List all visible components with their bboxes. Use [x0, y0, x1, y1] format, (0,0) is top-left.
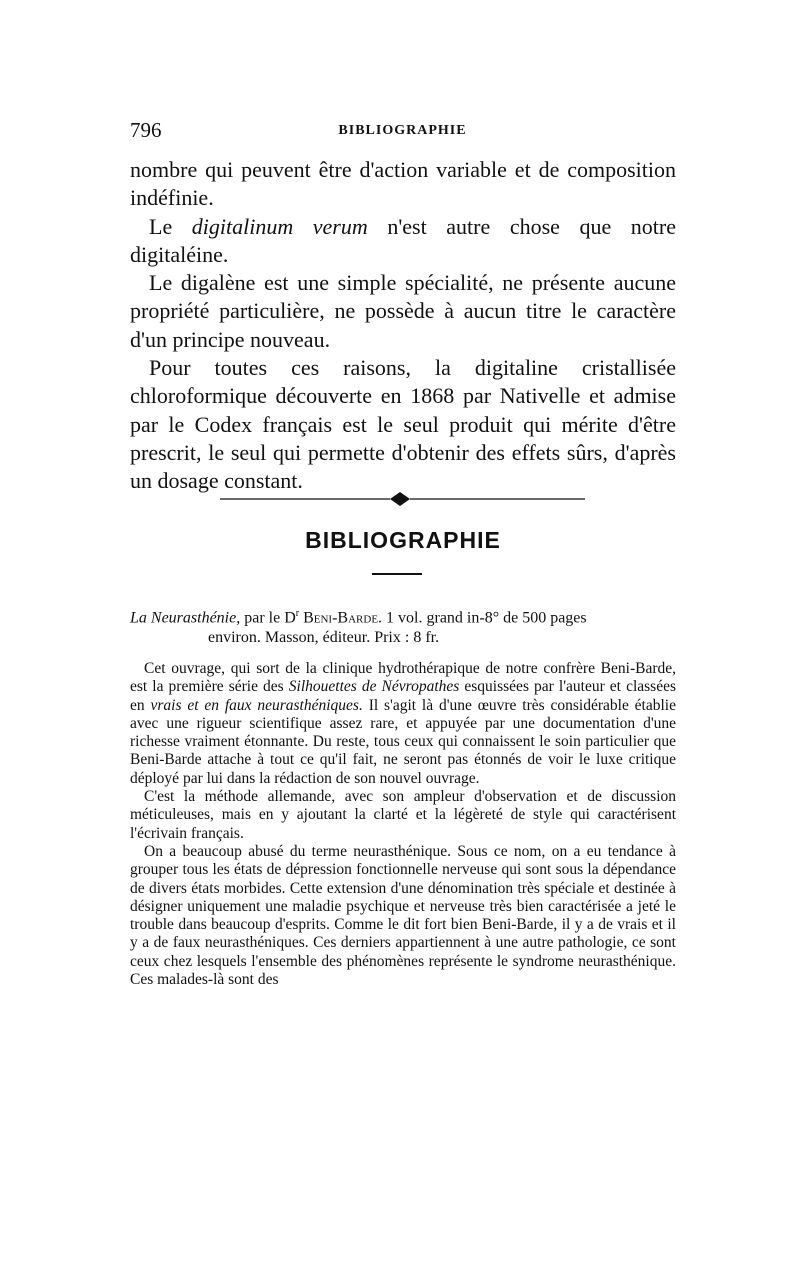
- paragraph: C'est la méthode allemande, avec son ampleur d'observation et de discussion méticuleuses, mais en y ajoutant la clarté et la légèreté de style qui caractérisent l'écrivain français.: [130, 788, 676, 842]
- italic-term: digitalinum verum: [191, 213, 368, 239]
- ornament-divider: [220, 489, 585, 509]
- book-author: Beni-Barde: [303, 609, 379, 627]
- running-title: BIBLIOGRAPHIE: [338, 123, 467, 138]
- heading-rule: [372, 573, 422, 575]
- section-heading: BIBLIOGRAPHIE: [305, 527, 501, 553]
- book-title: La Neurasthénie: [130, 609, 237, 627]
- page-number: 796: [130, 118, 162, 142]
- paragraph: Cet ouvrage, qui sort de la clinique hydrothérapique de notre confrère Beni-Barde, est la première série des Silhouettes de Névropathes esquissées par l'auteur et classées en vrais et en faux neurasthéniques. Il s'agit là d'une œuvre très considérable établie avec une rigueur scientifique assez rare, et appuyée par une documentation d'une richesse vraiment étonnante. Du reste, tous ceux qui connaissent le soin particulier que Beni-Barde attache à tout ce qu'il fait, ne seront pas étonnés de voir le luxe critique déployé par lui dans la rédaction de son nouvel ouvrage.: [130, 660, 676, 787]
- book-reference: La Neurasthénie, par le $D^r$ Beni-Barde. 1 vol. grand in-8° de 500 pages environ. Masson, éditeur. Prix : 8 fr.: [130, 608, 587, 647]
- continued-text: [130, 156, 676, 496]
- paragraph: Pour toutes ces raisons, la digitaline cristallisée chloroformique découverte en 1868 par Nativelle et admise par le Codex français est le seul produit qui mérite d'être prescrit, le seul qui permette d'obtenir des effets sûrs, d'après un dosage constant.: [130, 355, 676, 494]
- paragraph: nombre qui peuvent être d'action variable et de composition indéfinie.: [130, 157, 676, 211]
- review-text: [130, 660, 676, 989]
- paragraph: Le digalène est une simple spécialité, ne présente aucune propriété particulière, ne possède à aucun titre le caractère d'un principe nouveau.: [130, 270, 676, 352]
- paragraph: Le digitalinum verum n'est autre chose que notre digitaléine.: [130, 213, 676, 267]
- running-head: [130, 118, 675, 148]
- paragraph: On a beaucoup abusé du terme neurasthénique. Sous ce nom, on a eu tendance à grouper tous les états de dépression fonctionnelle nerveuse qui sont sous la dépendance de divers états morbides. Cette extension d'une dénomination très spéciale et destinée à désigner uniquement une maladie psychique et nerveuse très bien caractérisée a jeté le trouble dans beaucoup d'esprits. Comme le dit fort bien Beni-Barde, il y a de vrais et il y a de faux neurasthéniques. Ces derniers appartiennent à une autre pathologie, ce sont ceux chez lesquels l'ensemble des phénomènes représente le syndrome neurasthénique. Ces malades-là sont des: [130, 842, 676, 989]
